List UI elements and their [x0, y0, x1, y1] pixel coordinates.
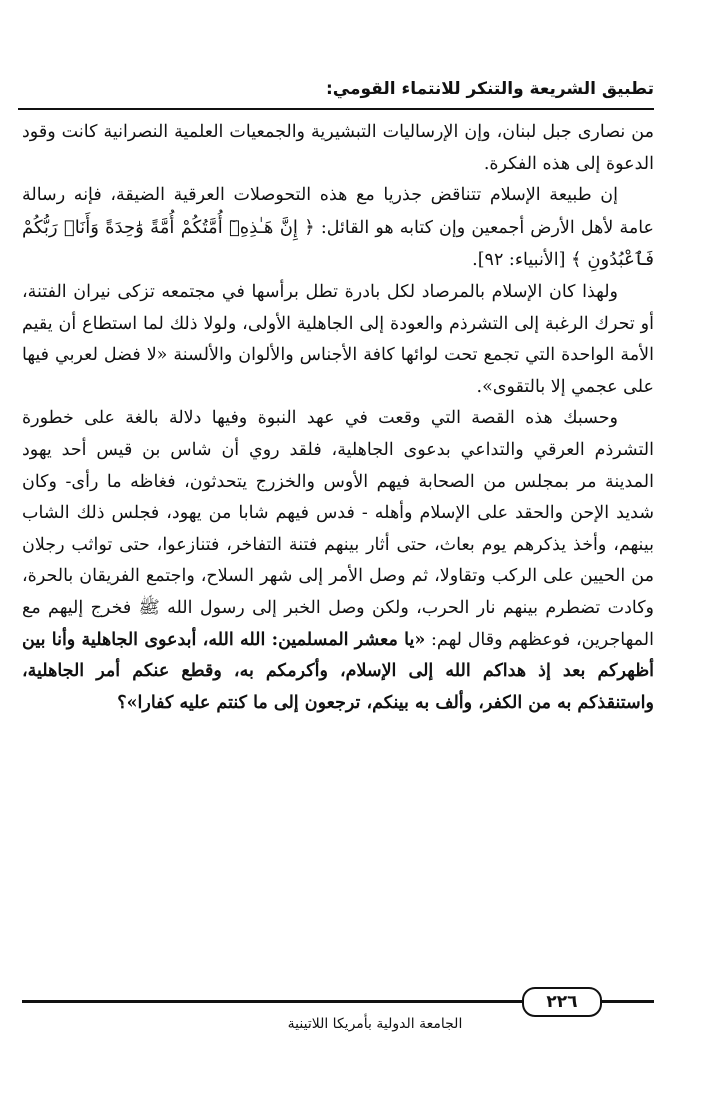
- paragraph-4: [22, 403, 654, 719]
- quran-reference: [الأنبياء: ٩٢].: [472, 250, 572, 271]
- body-text: [22, 117, 654, 719]
- running-header-title: تطبيق الشريعة والتنكر للانتماء القومي:: [325, 79, 654, 99]
- paragraph-2-text: إن طبيعة الإسلام تتناقض جذريا مع هذه التحوصلات العرقية الضيقة، فإنه رسالة عامة لأهل الأرض أجمعين وإن كتابه هو القائل:: [22, 185, 654, 238]
- quran-verse: ﴿ إِنَّ هَـٰذِهِۦٓ أُمَّتُكُمْ أُمَّةً وَٰحِدَةً وَأَنَا۠ رَبُّكُمْ فَٱعْبُدُونِ ﴾: [22, 216, 654, 271]
- paragraph-4-text: وحسبك هذه القصة التي وقعت في عهد النبوة وفيها دلالة بالغة على خطورة التشرذم العرقي والتداعي بدعوى الجاهلية، فلقد روي أن شاس بن قيس أحد يهود المدينة مر بمجلس من الصحابة فيهم الأوس والخزرج يتحدثون، فغاظه ما رأى- وكان شديد الإحن والحقد على الإسلام وأهله - فدس فيهم شابا من يهود، فجلس ذلك الشاب بينهم، وأخذ يذكرهم يوم بعاث، حتى أثار بينهم فتنة التفاخر، فتنازعوا، حتى تواثب رجلان من الحيين على الركب وتقاولا، ثم وصل الأمر إلى شهر السلاح، واجتمع الفريقان بالحرة، وكادت تضطرم بينهم نار الحرب، ولكن وصل الخبر إلى رسول الله ﷺ فخرج إليهم مع المهاجرين، فوعظهم وقال لهم:: [22, 408, 654, 650]
- header-divider: [18, 108, 654, 110]
- paragraph-1: من نصارى جبل لبنان، وإن الإرساليات التبشيرية والجمعيات العلمية النصرانية كانت وقود الدعوة إلى هذه الفكرة.: [22, 122, 654, 174]
- hadith-quote: «يا معشر المسلمين: الله الله، أبدعوى الجاهلية وأنا بين أظهركم بعد إذ هداكم الله إلى الإسلام، وأكرمكم به، وقطع عنكم أمر الجاهلية، واستنقذكم به من الكفر، وألف به بينكم، ترجعون إلى ما كنتم عليه كفارا»؟: [22, 629, 654, 713]
- paragraph-3: ولهذا كان الإسلام بالمرصاد لكل بادرة تطل برأسها في مجتمعه تزكى نيران الفتنة، أو تحرك الرغبة إلى التشرذم والعودة إلى الجاهلية الأولى، ولولا ذلك لما استطاع أن يقيم الأمة الواحدة التي تجمع تحت لوائها كافة الأجناس والألوان والألسنة «لا فضل لعربي فيها على عجمي إلا بالتقوى».: [22, 281, 654, 397]
- paragraph-2: [22, 180, 654, 277]
- footer-publisher: الجامعة الدولية بأمريكا اللاتينية: [287, 1016, 463, 1032]
- page-number: ٢٢٦: [522, 987, 602, 1017]
